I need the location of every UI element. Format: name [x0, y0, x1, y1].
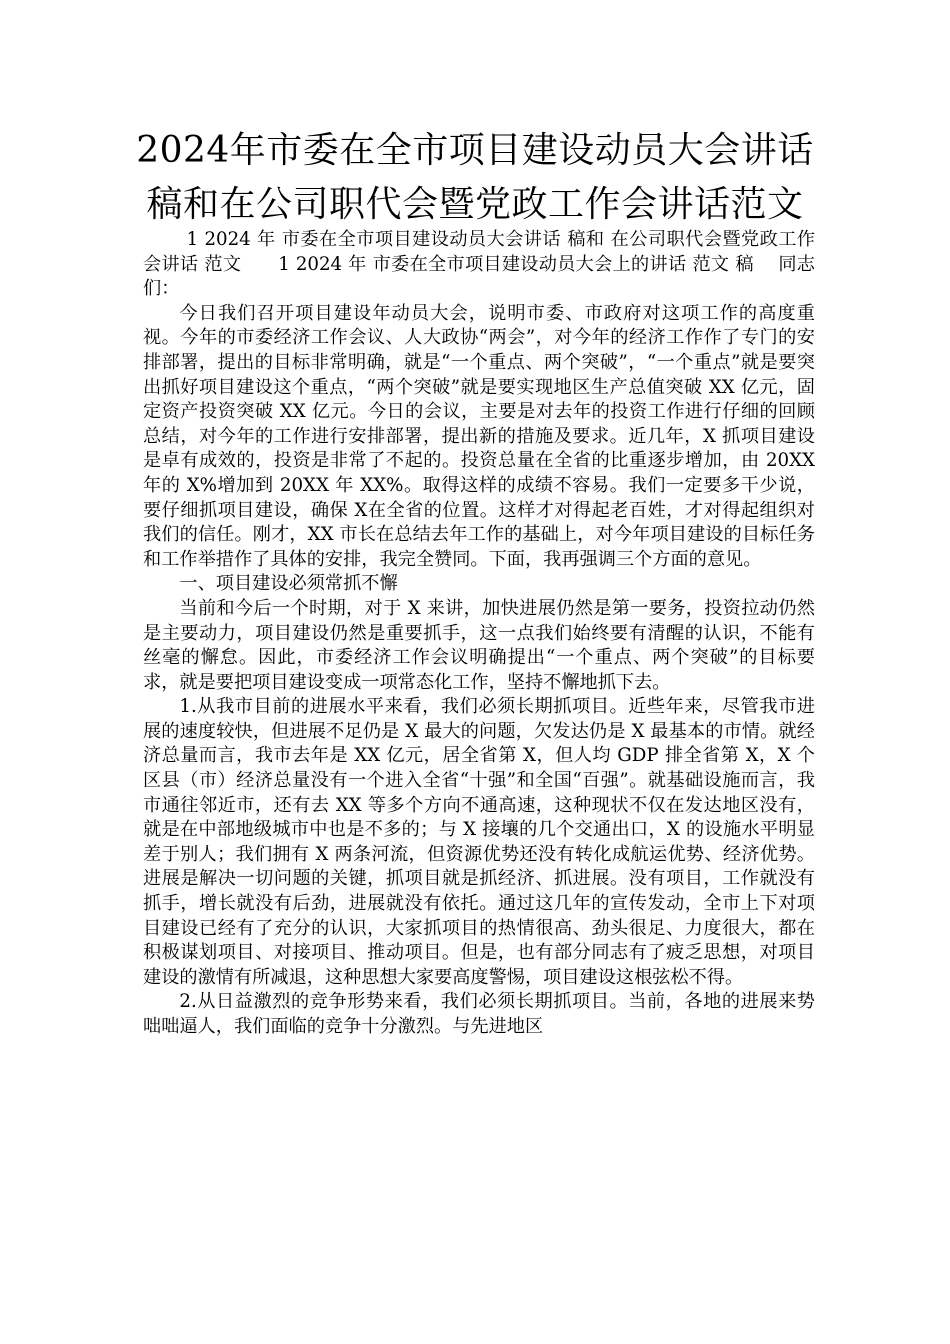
body-paragraph: 2.从日益激烈的竞争形势来看，我们必须长期抓项目。当前，各地的进展来势咄咄逼人，我们面临的竞争十分激烈。与先进地区 — [143, 991, 815, 1037]
title-line-1: 2024年市委在全市项目建设动员大会讲话 — [136, 130, 814, 171]
intro-paragraph: 1 2024 年 市委在全市项目建设动员大会讲话 稿和 在公司职代会暨党政工作会讲话 范文 1 2024 年 市委在全市项目建设动员大会上的讲话 范文 稿 同志们： — [143, 229, 815, 300]
title-line-2: 稿和在公司职代会暨党政工作会讲话范文 — [146, 184, 804, 225]
body-paragraph: 当前和今后一个时期，对于 X 来讲，加快进展仍然是第一要务，投资拉动仍然是主要动力，项目建设仍然是重要抓手，这一点我们始终要有清醒的认识，不能有丝毫的懈怠。因此，市委经济工作会议明确提出“一个重点、两个突破”的目标要求，就是要把项目建设变成一项常态化工作，坚持不懈地抓下去。 — [143, 597, 815, 693]
body-paragraph: 今日我们召开项目建设年动员大会，说明市委、市政府对这项工作的高度重视。今年的市委经济工作会议、人大政协“两会”，对今年的经济工作作了专门的安排部署，提出的目标非常明确，就是“一个重点、两个突破”，“一个重点”就是要突出抓好项目建设这个重点，“两个突破”就是要实现地区生产总值突破 XX 亿元，固定资产投资突破 XX 亿元。今日的会议，主要是对去年的投资工作进行仔细的回顾总结，对今年的工作进行安排部署，提出新的措施及要求。近几年，X 抓项目建设是卓有成效的，投资是非常了不起的。投资总量在全省的比重逐步增加，由 20XX 年的 X%增加到 20XX 年 XX%。取得这样的成绩不容易。我们一定要多干少说，要仔细抓项目建设，确保 X在全省的位置。这样才对得起老百姓，才对得起组织对我们的信任。刚才，XX 市长在总结去年工作的基础上，对今年项目建设的目标任务和工作举措作了具体的安排，我完全赞同。下面，我再强调三个方面的意见。 — [143, 302, 815, 570]
body-paragraph: 1.从我市目前的进展水平来看，我们必须长期抓项目。近些年来，尽管我市进展的速度较快，但进展不足仍是 X 最大的问题，欠发达仍是 X 最基本的市情。就经济总量而言，我市去年是 XX 亿元，居全省第 X，但人均 GDP 排全省第 X，X 个区县（市）经济总量没有一个进入全省“十强”和全国“百强”。就基础设施而言，我市通往邻近市，还有去 XX 等多个方向不通高速，这种现状不仅在发达地区没有，就是在中部地级城市中也是不多的；与 X 接壤的几个交通出口，X 的设施水平明显差于别人；我们拥有 X 两条河流，但资源优势还没有转化成航运优势、经济优势。进展是解决一切问题的关键，抓项目就是抓经济、抓进展。没有项目，工作就没有抓手，增长就没有后劲，进展就没有依托。通过这几年的宣传发动，全市上下对项目建设已经有了充分的认识，大家抓项目的热情很高、劲头很足、力度很大，都在积极谋划项目、对接项目、推动项目。但是，也有部分同志有了疲乏思想，对项目建设的激情有所减退，这种思想大家要高度警惕，项目建设这根弦松不得。 — [143, 696, 815, 988]
document-body — [143, 228, 815, 1040]
section-heading: 一、项目建设必须常抓不懈 — [179, 573, 398, 595]
document-title — [100, 124, 850, 232]
